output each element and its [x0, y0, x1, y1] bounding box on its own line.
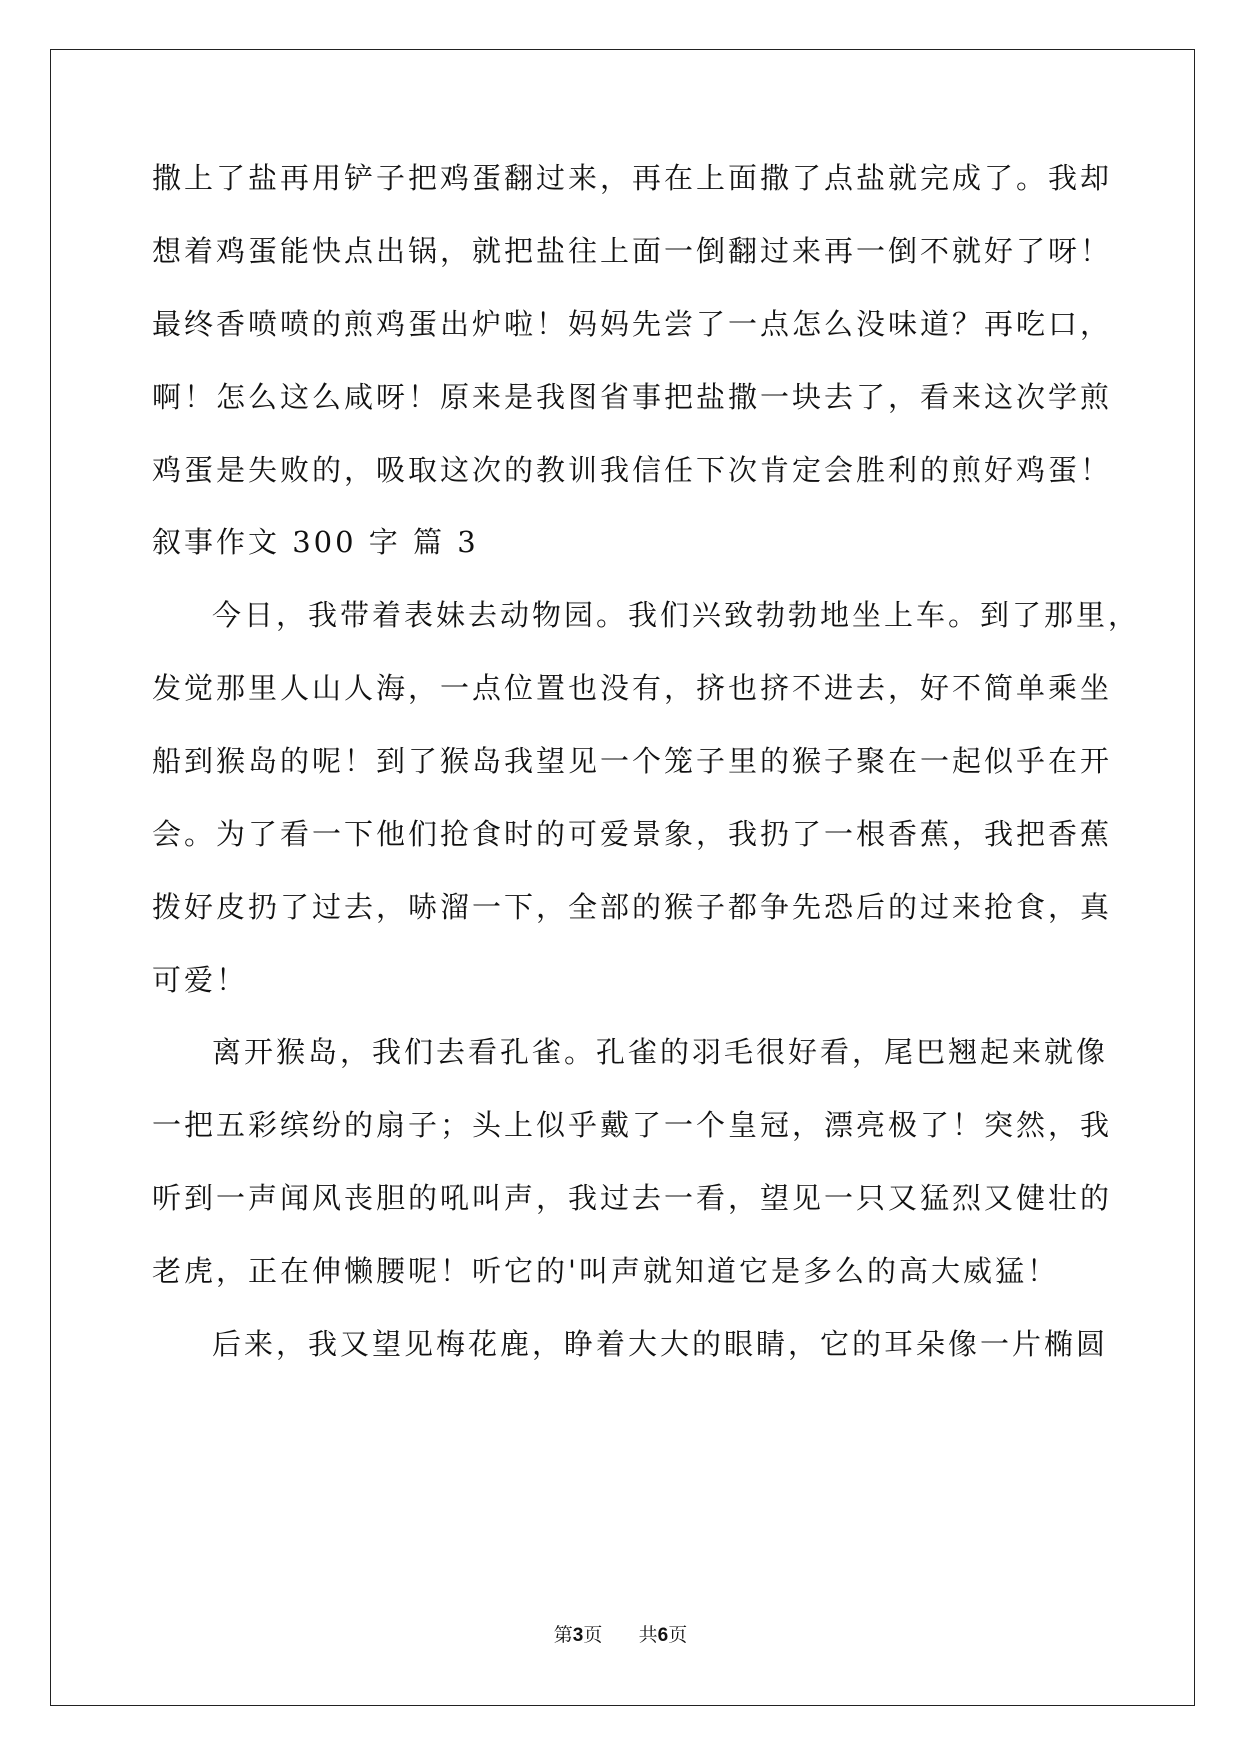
- text-line: 撒上了盐再用铲子把鸡蛋翻过来，再在上面撒了点盐就完成了。我却: [152, 161, 1113, 195]
- footer-page-suffix: 页: [583, 1624, 603, 1646]
- text-line: 想着鸡蛋能快点出锅，就把盐往上面一倒翻过来再一倒不就好了呀！: [152, 234, 1113, 268]
- paragraph-start-line: 离开猴岛，我们去看孔雀。孔雀的羽毛很好看，尾巴翘起来就像: [212, 1035, 1109, 1069]
- text-line: 啊！怎么这么咸呀！原来是我图省事把盐撒一块去了，看来这次学煎: [152, 380, 1113, 414]
- footer-prefix: 第: [553, 1624, 573, 1646]
- footer-page-number: 3: [572, 1625, 584, 1646]
- text-line: 船到猴岛的呢！到了猴岛我望见一个笼子里的猴子聚在一起似乎在开: [152, 744, 1113, 778]
- footer-total-pages: 6: [657, 1625, 669, 1646]
- text-line: 会。为了看一下他们抢食时的可爱景象，我扔了一根香蕉，我把香蕉: [152, 817, 1113, 851]
- footer-total-suffix: 页: [668, 1624, 688, 1646]
- text-line: 最终香喷喷的煎鸡蛋出炉啦！妈妈先尝了一点怎么没味道？再吃口，: [152, 307, 1113, 341]
- paragraph-start-line: 今日，我带着表妹去动物园。我们兴致勃勃地坐上车。到了那里，: [212, 598, 1141, 632]
- text-line: 拨好皮扔了过去，哧溜一下，全部的猴子都争先恐后的过来抢食，真: [152, 890, 1113, 924]
- text-line: 一把五彩缤纷的扇子；头上似乎戴了一个皇冠，漂亮极了！突然，我: [152, 1108, 1113, 1142]
- text-line: 可爱！: [152, 963, 249, 997]
- page-border: [50, 49, 1195, 1706]
- paragraph-start-line: 后来，我又望见梅花鹿，睁着大大的眼睛，它的耳朵像一片椭圆: [212, 1327, 1109, 1361]
- footer-total-prefix: 共: [638, 1624, 658, 1646]
- text-line: 听到一声闻风丧胆的吼叫声，我过去一看，望见一只又猛烈又健壮的: [152, 1181, 1113, 1215]
- text-line: 鸡蛋是失败的，吸取这次的教训我信任下次肯定会胜利的煎好鸡蛋！: [152, 453, 1113, 487]
- text-line: 发觉那里人山人海，一点位置也没有，挤也挤不进去，好不简单乘坐: [152, 671, 1113, 705]
- text-line: 老虎，正在伸懒腰呢！听它的'叫声就知道它是多么的高大威猛！: [152, 1254, 1059, 1288]
- page-footer: [0, 1623, 1241, 1648]
- section-heading: 叙事作文 300 字 篇 3: [152, 525, 479, 559]
